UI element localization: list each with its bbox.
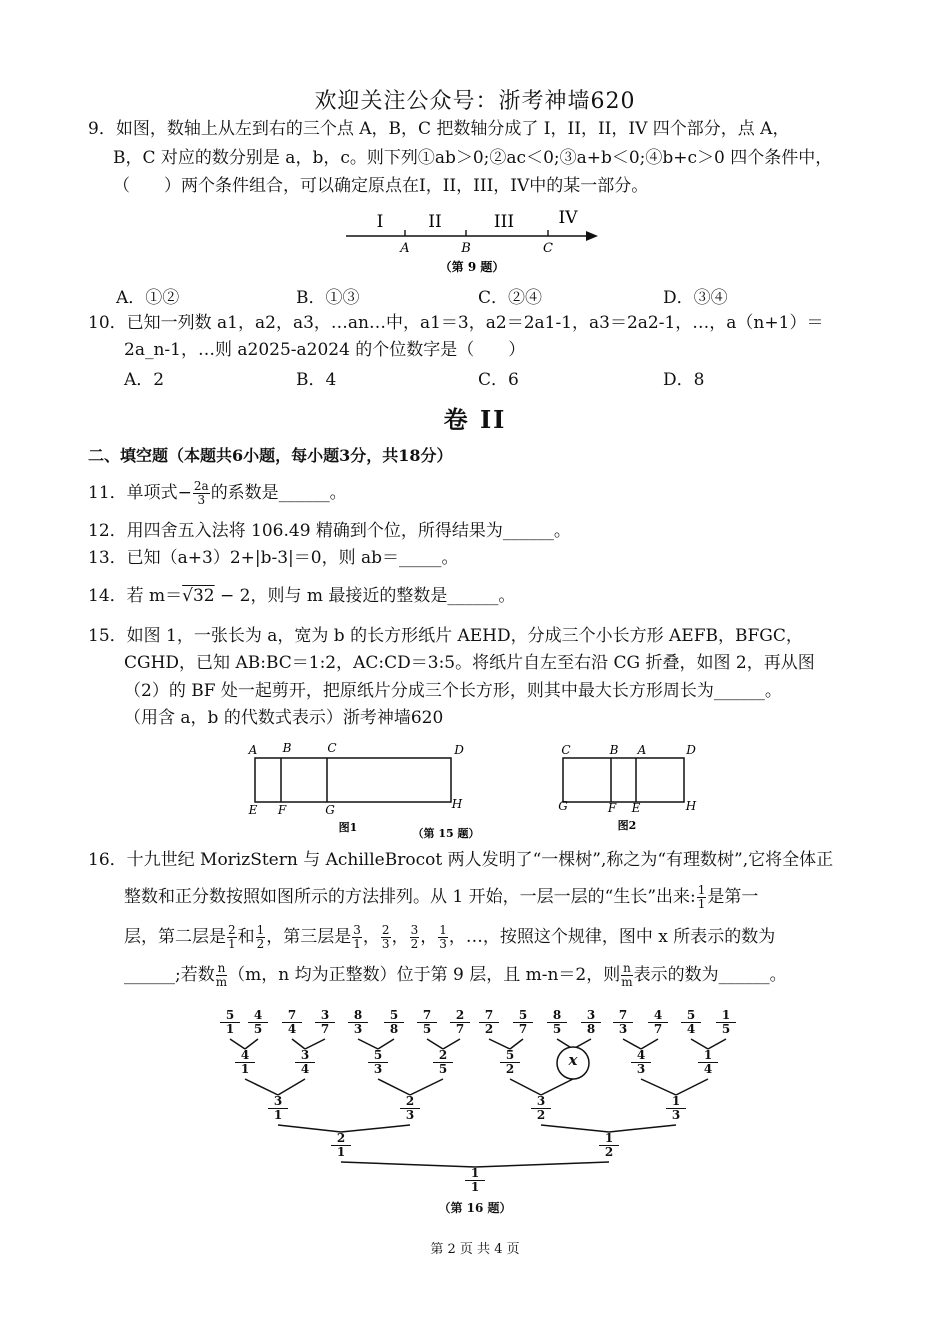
tree-edge [278,1079,305,1095]
vertex-label: H [451,797,463,811]
q14-sqrt: √32 [182,586,215,606]
tree-edge [676,1079,708,1095]
tree-node: 5 3 [368,1049,388,1076]
q16-text: 层，第二层是 [124,927,226,947]
tree-node: 5 8 [384,1009,404,1036]
q11-suffix: 的系数是______。 [210,483,347,503]
q9-line1: 9．如图，数轴上从左到右的三个点 A，B，C 把数轴分成了 I，II，II，IV 四个部分，点 A， [88,119,790,139]
tree-node: 1 5 [716,1009,736,1036]
q14-suffix: − 2，则与 m 最接近的整数是______。 [214,586,516,606]
tree-edge [541,1125,609,1132]
q16-text: （m，n 均为正整数）位于第 9 层，且 m-n＝2，则 [228,965,621,985]
q14-prefix: 14．若 m＝ [88,586,183,606]
vertex-label: H [685,799,697,813]
tree-node: 2 3 [400,1095,420,1122]
q10-option-d: D．8 [663,370,705,390]
vertex-label: E [631,801,641,815]
tree-node-x: x [568,1051,578,1069]
vertex-label: F [607,801,617,815]
q13-line: 13．已知（a+3）2+|b-3|＝0，则 ab＝_____。 [88,548,459,568]
point-label: B [461,241,471,256]
inline-fraction: $\frac{1}{3}$ [439,923,447,951]
q15-line3: （2）的 BF 处一起剪开，把原纸片分成三个长方形，则其中最大长方形周长为______。 [124,681,782,701]
tree-node: 7 4 [282,1009,302,1036]
vertex-label: B [282,741,292,755]
tree-node: 4 1 [235,1049,255,1076]
inline-fraction: $\frac{n}{m}$ [215,961,228,989]
vertex-label: E [248,803,258,817]
tree-node: 2 1 [331,1132,351,1159]
q11-fraction: $\frac{2a}{3}$ [193,479,209,507]
vertex-label: C [561,743,571,757]
tree-node: 5 7 [513,1009,533,1036]
tree-edge [245,1079,278,1095]
point-label: A [400,241,410,256]
q10-option-a: A．2 [124,370,165,390]
tree-node: 4 3 [631,1049,651,1076]
tree-node: 3 4 [295,1049,315,1076]
q9-option-d: D．③④ [663,288,728,308]
page-footer: 第 2 页 共 4 页 [430,1242,520,1257]
region-label: I [376,212,384,232]
q9-option-c: C．②④ [478,288,543,308]
region-label: IV [558,208,578,228]
tree-node: 4 7 [648,1009,668,1036]
q9-line2: B，C 对应的数分别是 a，b，c。则下列①ab＞0;②ac＜0;③a+b＜0;④b+c＞0 四个条件中， [113,148,833,168]
tree-edge [609,1125,676,1132]
section-title: 二、填空题（本题共6小题，每小题3分，共18分） [88,446,453,465]
q12-line: 12．用四舍五入法将 106.49 精确到个位，所得结果为______。 [88,521,571,541]
q15-line2: CGHD，已知 AB:BC＝1:2，AC:CD＝3:5。将纸片自左至右沿 CG 折叠，如图 2，再从图 [124,653,815,673]
tree-edge [341,1125,410,1132]
region-label: III [493,212,515,232]
vertex-label: G [325,803,335,817]
inline-fraction: $\frac{1}{2}$ [256,923,265,951]
vertex-label: A [637,743,647,757]
q9-line3: （ ）两个条件组合，可以确定原点在I，II，III，IV中的某一部分。 [113,176,649,196]
tree-node: 2 5 [433,1049,453,1076]
inline-fraction: $\frac{2}{3}$ [381,923,390,951]
q16-line1: 16．十九世纪 MorizStern 与 AchilleBrocot 两人发明了“一棵树”,称之为“有理数树”,它将全体正 [88,850,834,870]
q16-text: ______;若数 [124,965,215,985]
region-label: II [428,212,442,232]
vertex-label: A [248,743,258,757]
inline-fraction: $\frac{n}{m}$ [621,961,633,989]
inline-fraction: $\frac{2}{1}$ [228,923,236,951]
q9-option-a: A．①② [116,288,180,308]
vertex-label: D [454,743,464,757]
tree-node: 5 4 [681,1009,701,1036]
vertex-label: G [558,799,568,813]
tree-edge [410,1079,443,1095]
q16-text: ，第三层是 [266,927,352,947]
tree-node: 3 8 [581,1009,601,1036]
tree-node: 2 7 [450,1009,470,1036]
tree-edge [510,1079,541,1095]
figure-caption: 图2 [617,819,637,832]
q10-line1: 10．已知一列数 a1，a2，a3，…an…中，a1＝3，a2＝2a1-1，a3＝2a2-1，…，a（n+1）＝ [88,313,824,333]
tree-node: 5 1 [220,1009,240,1036]
tree-node: 3 1 [268,1095,288,1122]
q16-text: 是第一 [707,887,759,907]
point-label: C [543,241,553,256]
tree-node: 3 7 [315,1009,335,1036]
q16-text: ，…，按照这个规律，图中 x 所表示的数为 [448,927,776,947]
tree-node: 1 4 [698,1049,718,1076]
q15-line4: （用含 a，b 的代数式表示）浙考神墙620 [124,708,444,728]
figure-caption: （第 15 题） [412,827,480,840]
tree-node: 7 3 [613,1009,633,1036]
page-header-title: 欢迎关注公众号：浙考神墙620 [314,89,636,114]
q16-text: 表示的数为______。 [633,965,787,985]
inline-fraction: $\frac{3}{2}$ [410,923,419,951]
q15-line1: 15．如图 1，一张长为 a，宽为 b 的长方形纸片 AEHD，分成三个小长方形 AEFB，BFGC， [88,626,803,646]
tree-edge [541,1079,573,1095]
inline-fraction: $\frac{1}{1}$ [697,883,706,911]
figure-caption: 图1 [338,821,358,834]
tree-edge [278,1125,341,1132]
q11-prefix: 11．单项式− [88,483,192,503]
vertex-label: D [686,743,696,757]
q16-text: 和 [237,927,255,947]
tree-edge [475,1162,609,1167]
tree-node: 1 1 [465,1167,485,1194]
tree-edge [641,1079,676,1095]
q16-text: 整数和正分数按照如图所示的方法排列。从 1 开始，一层一层的“生长”出来: [124,887,696,907]
q10-line2: 2a_n-1，…则 a2025-a2024 的个位数字是（ ） [124,340,526,360]
tree-node: 5 2 [500,1049,520,1076]
tree-node: 1 3 [666,1095,686,1122]
tree-node: 8 5 [547,1009,567,1036]
vertex-label: B [609,743,619,757]
tree-node: 8 3 [348,1009,368,1036]
vertex-label: C [327,741,337,755]
tree-node: 3 2 [531,1095,551,1122]
tree-node: 4 5 [248,1009,268,1036]
volume-title: 卷 II [443,405,507,434]
tree-edge [341,1162,475,1167]
tree-node: 1 2 [599,1132,619,1159]
tree-edge [378,1079,410,1095]
q9-option-b: B．①③ [296,288,360,308]
tree-node: 7 5 [417,1009,437,1036]
inline-fraction: $\frac{3}{1}$ [353,923,361,951]
q16-caption: （第 16 题） [438,1201,512,1215]
q16-line3: 层，第二层是 $\frac{2}{1}$ 和 $\frac{1}{2}$ ，第三层是 $\frac{3}{1}$ ， $\frac{2}{3}$ ， $\frac{3}{2}$ ， $\frac{1}{3}$ ，…，按照这个规律，图中 x 所表示的数为 [124,923,776,951]
figure-caption: （第 9 题） [439,260,505,274]
tree-node: 7 2 [479,1009,499,1036]
vertex-label: F [277,803,287,817]
q10-option-b: B．4 [296,370,337,390]
q10-option-c: C．6 [478,370,519,390]
